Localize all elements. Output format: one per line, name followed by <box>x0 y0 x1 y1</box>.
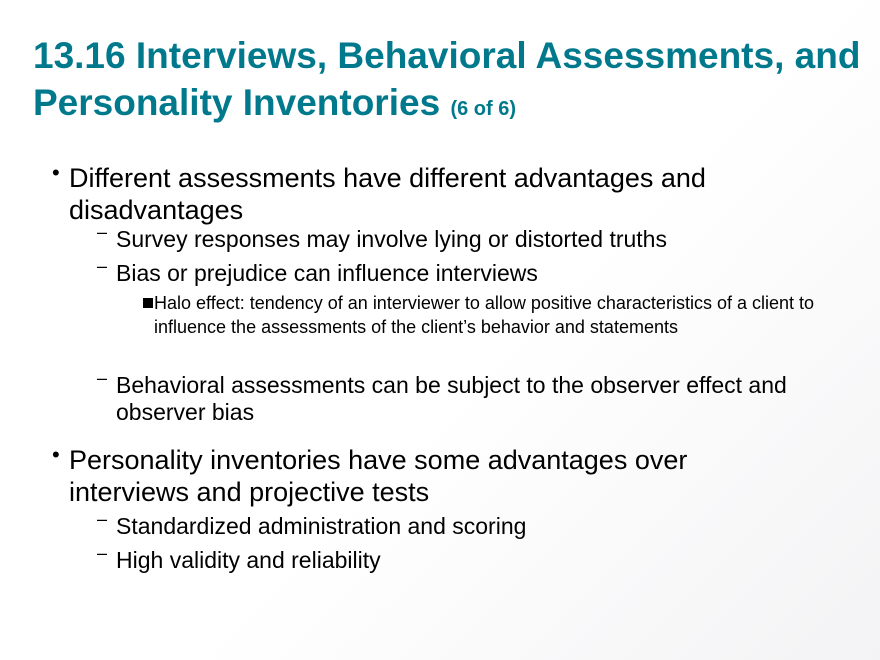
bullet-text: Bias or prejudice can influence interviews <box>116 260 538 286</box>
bullet-text: Personality inventories have some advantages over interviews and projective tests <box>69 445 688 507</box>
bullet-level2 <box>97 543 837 574</box>
bullet-text: Standardized administration and scoring <box>116 513 527 539</box>
bullet-text: Survey responses may involve lying or distorted truths <box>116 226 667 252</box>
bullet-text: Halo effect: tendency of an interviewer to allow positive characteristics of a client to influence the assessments of the client’s behavior and statements <box>154 293 814 337</box>
bullet-level2 <box>97 222 837 253</box>
bullet-level3 <box>143 291 833 339</box>
bullet-dot-icon: • <box>52 160 60 185</box>
slide-title-sub: (6 of 6) <box>450 98 516 120</box>
bullet-level1 <box>52 162 812 226</box>
bullet-dash-icon: – <box>97 222 108 242</box>
bullet-text: Behavioral assessments can be subject to the observer effect and observer bias <box>116 372 787 425</box>
bullet-text: Different assessments have different advantages and disadvantages <box>69 163 706 225</box>
bullet-text: High validity and reliability <box>116 547 381 573</box>
bullet-dash-icon: – <box>97 368 108 388</box>
bullet-level1 <box>52 444 812 508</box>
slide-title <box>33 32 863 133</box>
bullet-square-icon <box>143 298 153 308</box>
bullet-dash-icon: – <box>97 543 108 563</box>
bullet-dash-icon: – <box>97 256 108 276</box>
slide-title-main: 13.16 Interviews, Behavioral Assessments, and Personality Inventories <box>33 35 861 123</box>
bullet-level2 <box>97 368 837 426</box>
bullet-level2 <box>97 509 837 540</box>
bullet-level2 <box>97 256 837 287</box>
bullet-dash-icon: – <box>97 509 108 529</box>
bullet-dot-icon: • <box>52 442 60 467</box>
